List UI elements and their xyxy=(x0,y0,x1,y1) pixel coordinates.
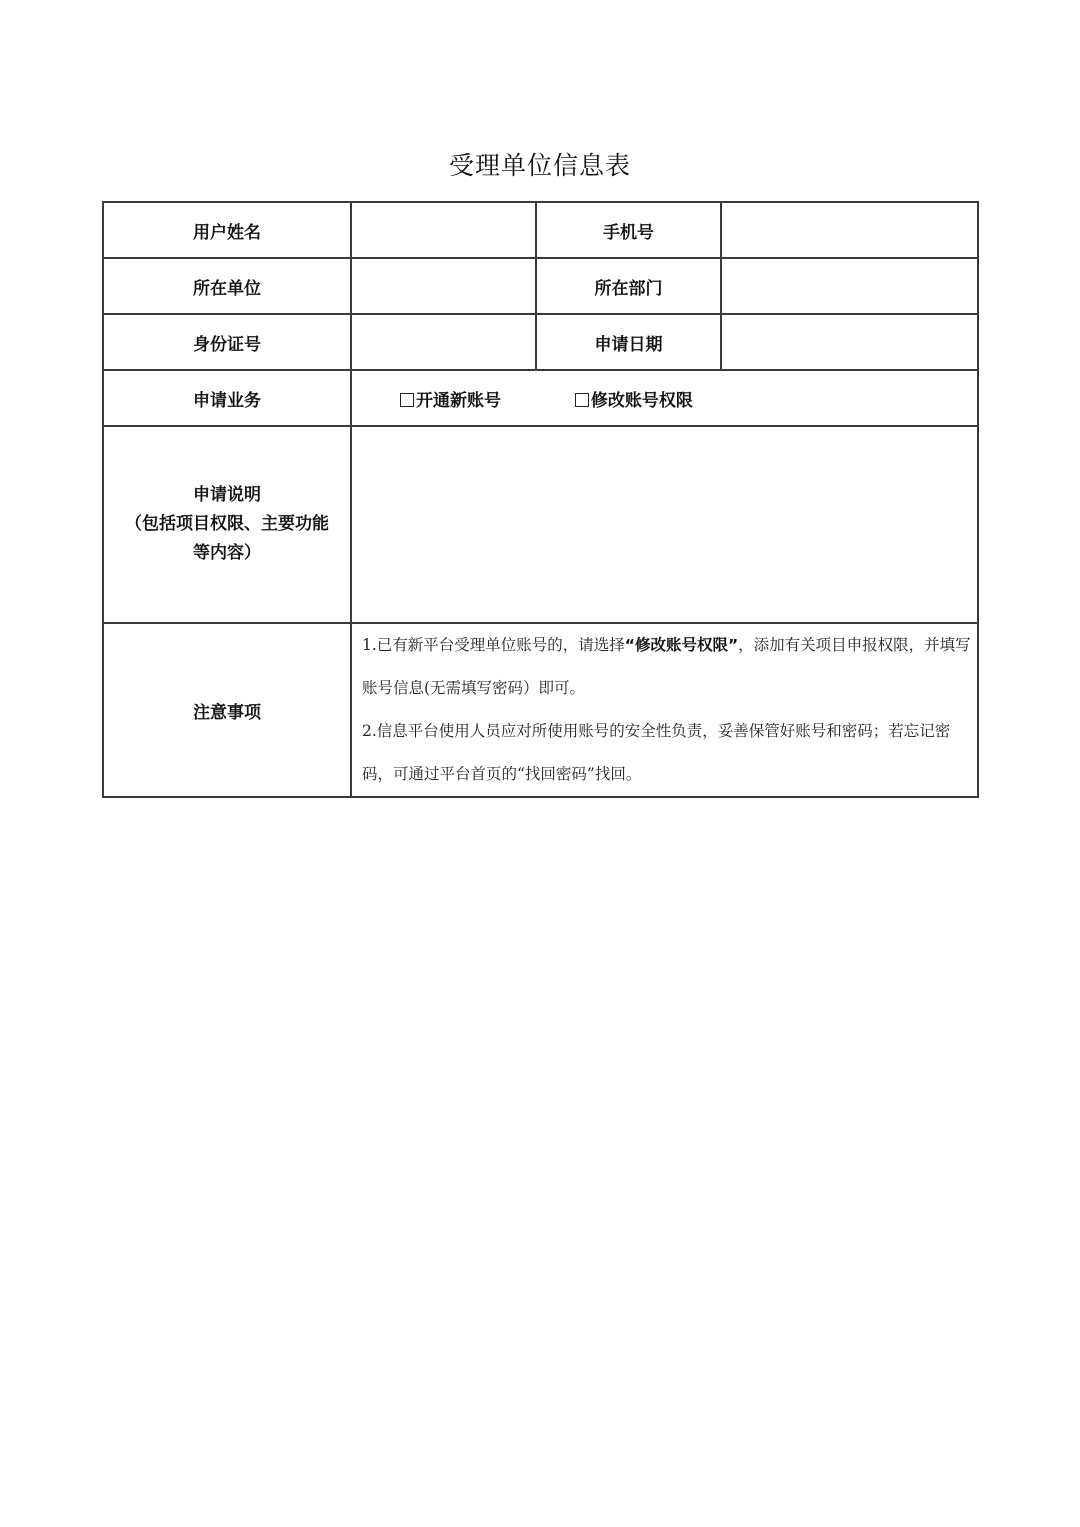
form-row-name-phone xyxy=(103,202,978,258)
notes-label: 注意事项 xyxy=(103,623,351,797)
note-1-emphasis: “修改账号权限” xyxy=(624,636,739,654)
notes-content xyxy=(351,623,978,797)
business-label: 申请业务 xyxy=(103,370,351,426)
description-label-line1: 申请说明 xyxy=(193,485,261,505)
apply-date-label: 申请日期 xyxy=(536,314,721,370)
user-name-field[interactable] xyxy=(351,202,536,258)
description-field[interactable] xyxy=(351,426,978,623)
option-new-account[interactable] xyxy=(400,386,501,411)
option-modify-permissions[interactable] xyxy=(575,386,693,411)
user-name-label: 用户姓名 xyxy=(103,202,351,258)
id-number-label: 身份证号 xyxy=(103,314,351,370)
id-number-field[interactable] xyxy=(351,314,536,370)
note-item-1 xyxy=(362,624,971,710)
note-1-suffix: ，添加有关项目申报权限，并填写账号信息(无需填写密码）即可。 xyxy=(362,636,971,697)
document-title: 受理单位信息表 xyxy=(448,151,631,180)
organization-field[interactable] xyxy=(351,258,536,314)
phone-field[interactable] xyxy=(721,202,978,258)
checkbox-icon[interactable] xyxy=(400,393,414,407)
application-form-table xyxy=(102,201,979,798)
department-field[interactable] xyxy=(721,258,978,314)
organization-label: 所在单位 xyxy=(103,258,351,314)
note-1-prefix: 1.已有新平台受理单位账号的，请选择 xyxy=(362,636,625,654)
form-row-business xyxy=(103,370,978,426)
description-label-line3: 等内容） xyxy=(193,543,261,563)
checkbox-icon[interactable] xyxy=(575,393,589,407)
description-label-line2: （包括项目权限、主要功能 xyxy=(125,514,329,534)
description-label xyxy=(103,426,351,623)
form-row-notes xyxy=(103,623,978,797)
department-label: 所在部门 xyxy=(536,258,721,314)
note-item-2: 2.信息平台使用人员应对所使用账号的安全性负责，妥善保管好账号和密码；若忘记密码，可通过平台首页的“找回密码”找回。 xyxy=(362,722,951,783)
business-options xyxy=(351,370,978,426)
apply-date-field[interactable] xyxy=(721,314,978,370)
phone-label: 手机号 xyxy=(536,202,721,258)
form-row-org-dept xyxy=(103,258,978,314)
option-new-account-label: 开通新账号 xyxy=(416,390,501,411)
form-row-description xyxy=(103,426,978,623)
form-row-id-date xyxy=(103,314,978,370)
option-modify-permissions-label: 修改账号权限 xyxy=(590,390,693,411)
